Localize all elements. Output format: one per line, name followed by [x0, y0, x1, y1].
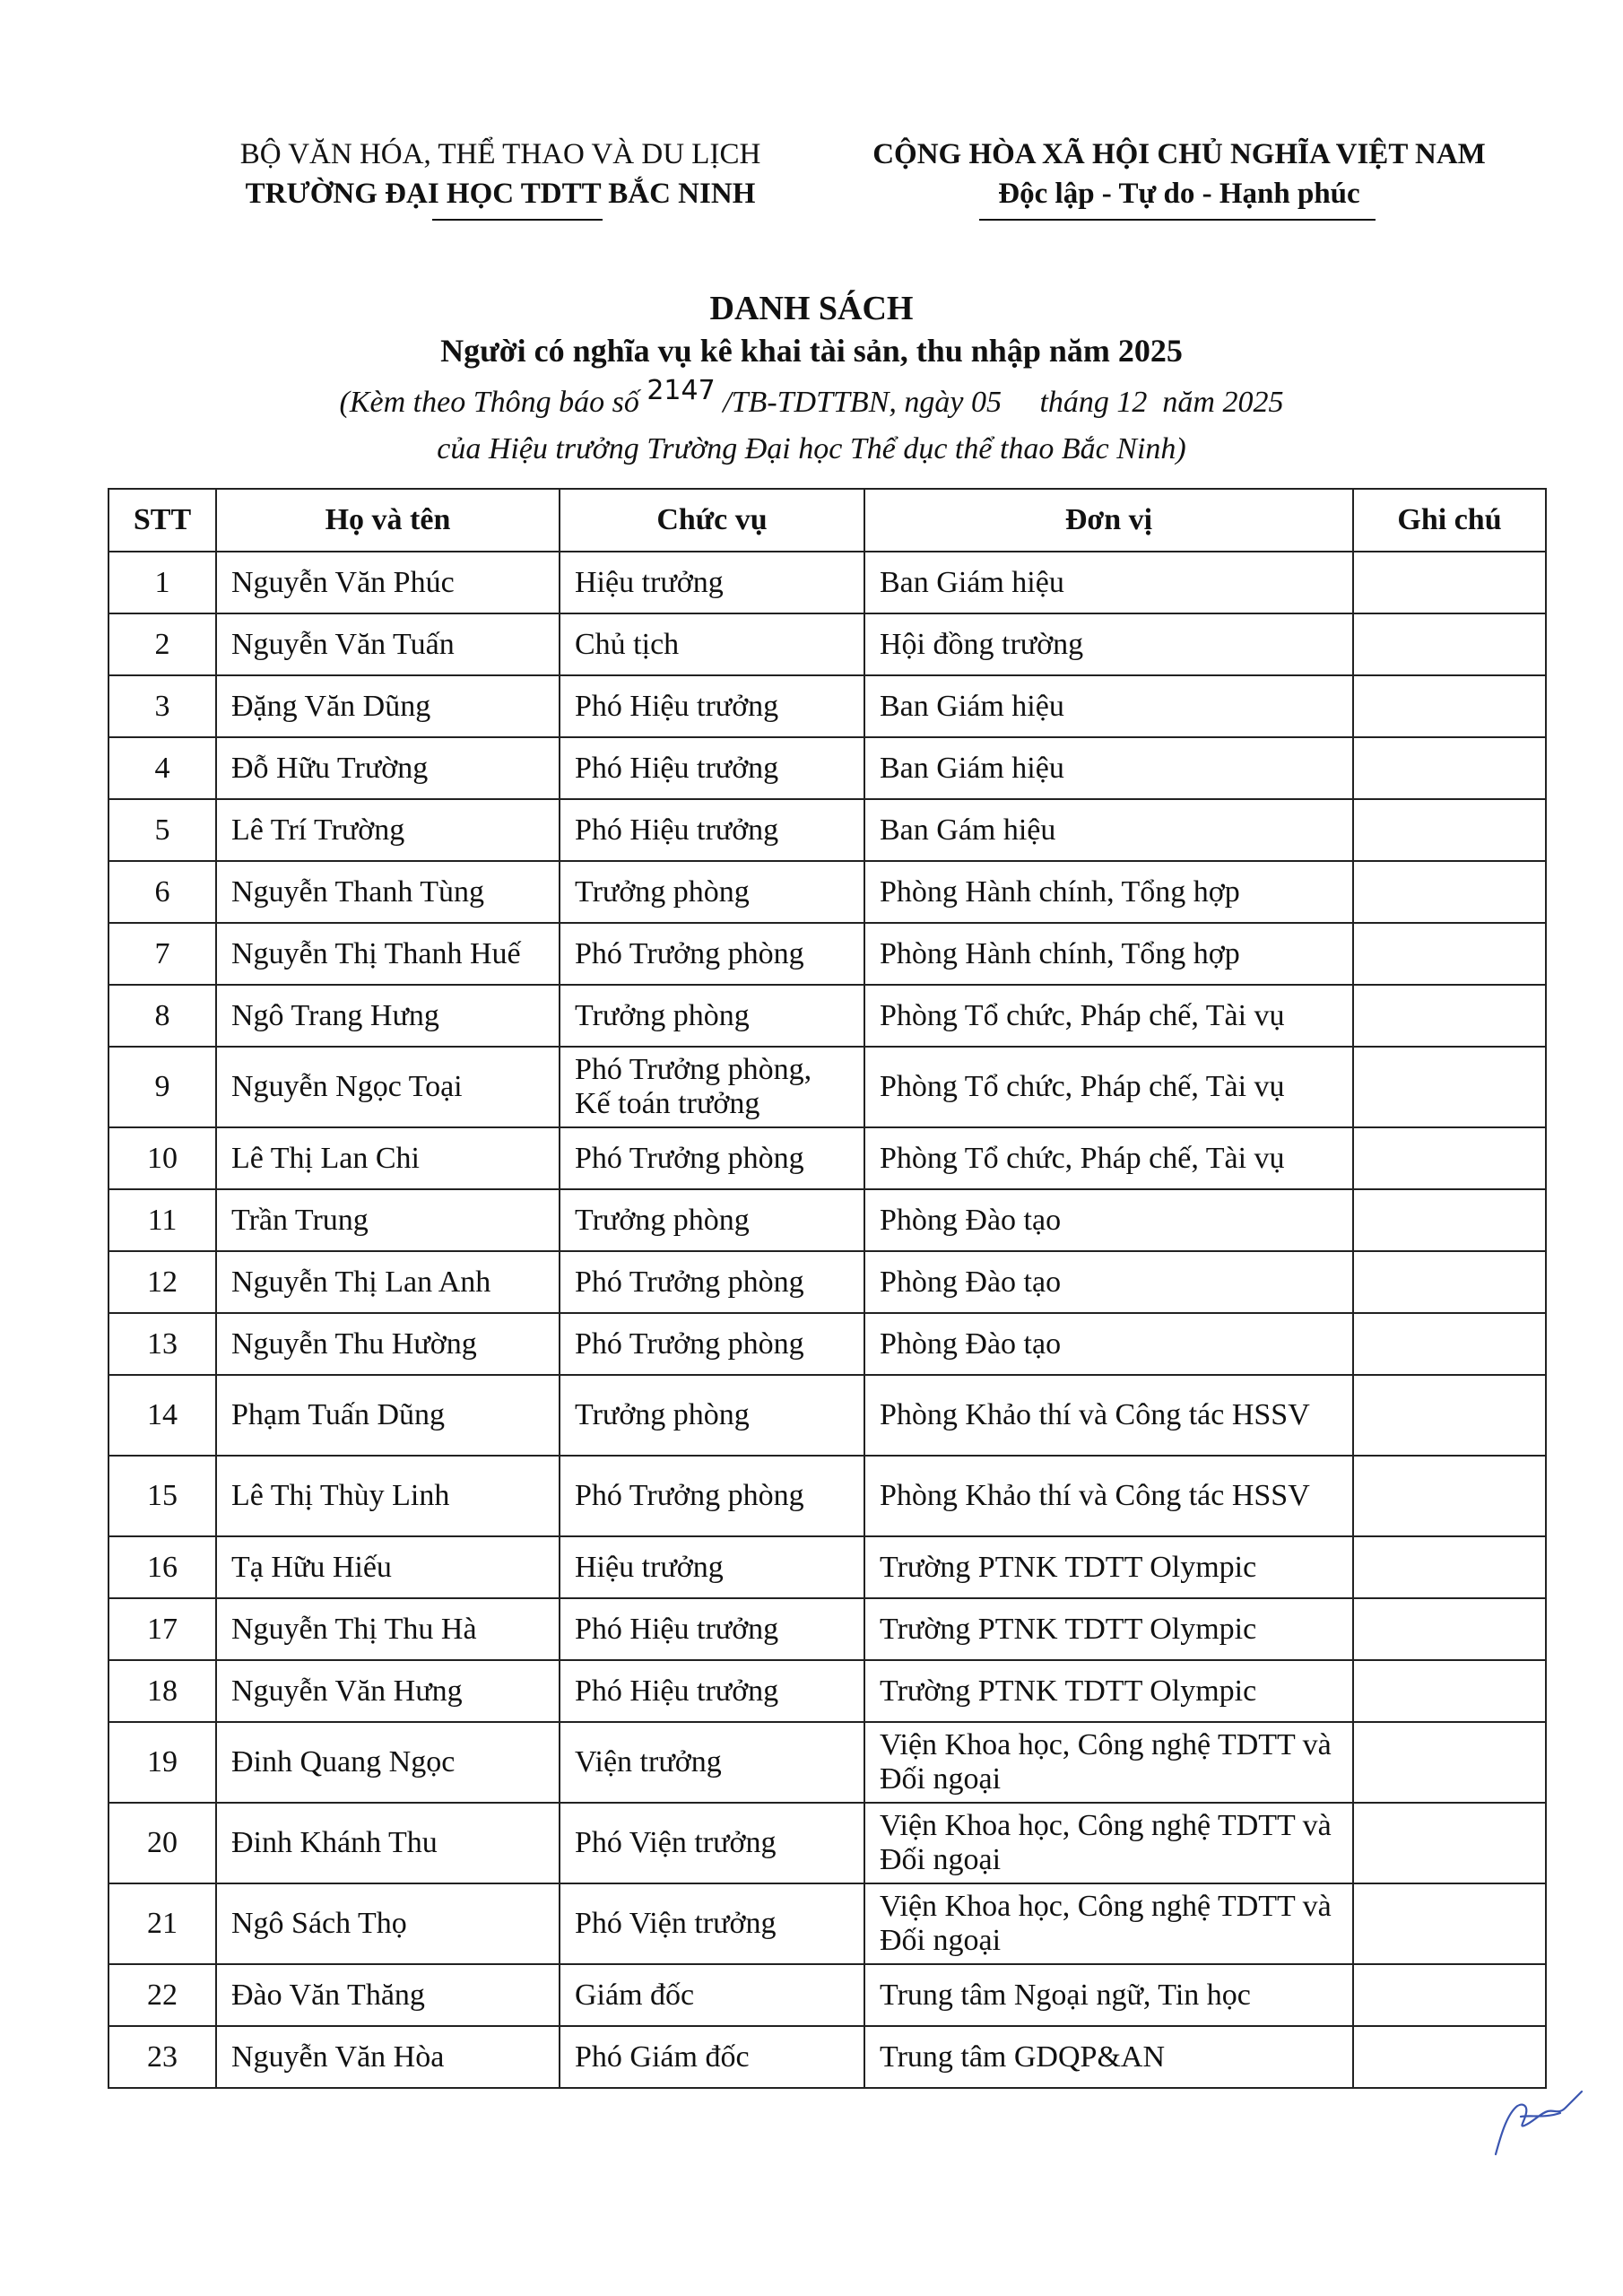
school-underline — [432, 219, 603, 221]
table-row — [108, 1883, 1546, 1964]
cell-position: Phó Hiệu trưởng — [560, 1660, 864, 1722]
cell-unit: Phòng Tổ chức, Pháp chế, Tài vụ — [864, 1047, 1353, 1127]
cell-stt: 5 — [108, 799, 216, 861]
cell-unit: Viện Khoa học, Công nghệ TDTT và Đối ngoại — [864, 1722, 1353, 1803]
cell-name: Nguyễn Thu Hường — [216, 1313, 560, 1375]
cell-position: Phó Hiệu trưởng — [560, 675, 864, 737]
header-note: Ghi chú — [1353, 489, 1546, 552]
cell-name: Đào Văn Thăng — [216, 1964, 560, 2026]
cell-unit: Phòng Tổ chức, Pháp chế, Tài vụ — [864, 1127, 1353, 1189]
cell-unit: Hội đồng trường — [864, 613, 1353, 675]
cell-note — [1353, 1189, 1546, 1251]
cell-stt: 9 — [108, 1047, 216, 1127]
cell-position: Trưởng phòng — [560, 1375, 864, 1456]
cell-stt: 20 — [108, 1803, 216, 1883]
cell-position: Phó Hiệu trưởng — [560, 737, 864, 799]
cell-position: Giám đốc — [560, 1964, 864, 2026]
cell-position: Phó Trưởng phòng — [560, 1127, 864, 1189]
cell-position: Trưởng phòng — [560, 1189, 864, 1251]
cell-position: Viện trưởng — [560, 1722, 864, 1803]
ministry-name: BỘ VĂN HÓA, THỂ THAO VÀ DU LỊCH — [239, 138, 761, 170]
cell-stt: 14 — [108, 1375, 216, 1456]
cell-stt: 7 — [108, 923, 216, 985]
table-row — [108, 552, 1546, 613]
issuer-line: của Hiệu trưởng Trường Đại học Thể dục thể thao Bắc Ninh) — [437, 432, 1186, 465]
cell-stt: 3 — [108, 675, 216, 737]
cell-note — [1353, 1047, 1546, 1127]
cell-unit: Trường PTNK TDTT Olympic — [864, 1536, 1353, 1598]
cell-name: Lê Thị Thùy Linh — [216, 1456, 560, 1536]
personnel-table — [108, 488, 1547, 2089]
cell-note — [1353, 1598, 1546, 1660]
cell-note — [1353, 1883, 1546, 1964]
document-subtitle: Người có nghĩa vụ kê khai tài sản, thu nhập năm 2025 — [440, 333, 1183, 369]
cell-name: Nguyễn Thị Thu Hà — [216, 1598, 560, 1660]
cell-name: Phạm Tuấn Dũng — [216, 1375, 560, 1456]
cell-name: Nguyễn Ngọc Toại — [216, 1047, 560, 1127]
cell-stt: 1 — [108, 552, 216, 613]
cell-name: Lê Trí Trường — [216, 799, 560, 861]
cell-position: Phó Trưởng phòng — [560, 1313, 864, 1375]
cell-position: Phó Hiệu trưởng — [560, 1598, 864, 1660]
table-row — [108, 1598, 1546, 1660]
cell-name: Trần Trung — [216, 1189, 560, 1251]
cell-position: Phó Giám đốc — [560, 2026, 864, 2088]
table-row — [108, 1536, 1546, 1598]
table-row — [108, 737, 1546, 799]
table-row — [108, 613, 1546, 675]
cell-note — [1353, 1251, 1546, 1313]
cell-name: Đỗ Hữu Trường — [216, 737, 560, 799]
cell-note — [1353, 2026, 1546, 2088]
table-row — [108, 1660, 1546, 1722]
table-row — [108, 2026, 1546, 2088]
cell-position: Hiệu trưởng — [560, 1536, 864, 1598]
cell-unit: Ban Gám hiệu — [864, 799, 1353, 861]
cell-note — [1353, 1375, 1546, 1456]
cell-name: Nguyễn Thị Thanh Huế — [216, 923, 560, 985]
cell-stt: 21 — [108, 1883, 216, 1964]
cell-position: Hiệu trưởng — [560, 552, 864, 613]
cell-unit: Trường PTNK TDTT Olympic — [864, 1598, 1353, 1660]
table-row — [108, 799, 1546, 861]
header-stt: STT — [108, 489, 216, 552]
cell-unit: Phòng Tổ chức, Pháp chế, Tài vụ — [864, 985, 1353, 1047]
country-name: CỘNG HÒA XÃ HỘI CHỦ NGHĨA VIỆT NAM — [872, 138, 1486, 170]
cell-stt: 2 — [108, 613, 216, 675]
attachment-prefix: (Kèm theo Thông báo số — [339, 386, 647, 419]
table-row — [108, 1047, 1546, 1127]
cell-unit: Phòng Khảo thí và Công tác HSSV — [864, 1456, 1353, 1536]
motto: Độc lập - Tự do - Hạnh phúc — [998, 178, 1360, 210]
cell-note — [1353, 1660, 1546, 1722]
cell-note — [1353, 799, 1546, 861]
header-name: Họ và tên — [216, 489, 560, 552]
cell-name: Nguyễn Văn Phúc — [216, 552, 560, 613]
cell-name: Nguyễn Văn Tuấn — [216, 613, 560, 675]
cell-position: Phó Hiệu trưởng — [560, 799, 864, 861]
cell-note — [1353, 737, 1546, 799]
cell-position: Chủ tịch — [560, 613, 864, 675]
cell-name: Tạ Hữu Hiếu — [216, 1536, 560, 1598]
table-row — [108, 1251, 1546, 1313]
cell-unit: Trung tâm Ngoại ngữ, Tin học — [864, 1964, 1353, 2026]
header-unit: Đơn vị — [864, 489, 1353, 552]
notice-number: 2147 — [647, 375, 716, 406]
table-row — [108, 1127, 1546, 1189]
cell-stt: 8 — [108, 985, 216, 1047]
header-left — [204, 135, 796, 213]
cell-name: Nguyễn Thanh Tùng — [216, 861, 560, 923]
table-row — [108, 861, 1546, 923]
cell-unit: Phòng Hành chính, Tổng hợp — [864, 923, 1353, 985]
table-row — [108, 675, 1546, 737]
cell-position: Phó Trưởng phòng — [560, 923, 864, 985]
cell-stt: 17 — [108, 1598, 216, 1660]
cell-unit: Phòng Đào tạo — [864, 1313, 1353, 1375]
cell-position: Phó Trưởng phòng, Kế toán trưởng — [560, 1047, 864, 1127]
table-row — [108, 1722, 1546, 1803]
cell-note — [1353, 1964, 1546, 2026]
cell-stt: 18 — [108, 1660, 216, 1722]
cell-note — [1353, 552, 1546, 613]
signature-mark — [1488, 2081, 1587, 2161]
cell-note — [1353, 1536, 1546, 1598]
motto-underline — [979, 219, 1376, 221]
header-right — [825, 135, 1533, 213]
cell-name: Đặng Văn Dũng — [216, 675, 560, 737]
table-row — [108, 1375, 1546, 1456]
cell-note — [1353, 613, 1546, 675]
cell-note — [1353, 985, 1546, 1047]
cell-stt: 10 — [108, 1127, 216, 1189]
cell-stt: 22 — [108, 1964, 216, 2026]
cell-stt: 13 — [108, 1313, 216, 1375]
table-row — [108, 1313, 1546, 1375]
cell-name: Đinh Quang Ngọc — [216, 1722, 560, 1803]
cell-name: Đinh Khánh Thu — [216, 1803, 560, 1883]
cell-note — [1353, 1456, 1546, 1536]
cell-note — [1353, 675, 1546, 737]
document-title: DANH SÁCH — [709, 290, 914, 327]
cell-unit: Ban Giám hiệu — [864, 552, 1353, 613]
cell-position: Phó Viện trưởng — [560, 1803, 864, 1883]
cell-position: Phó Trưởng phòng — [560, 1251, 864, 1313]
cell-stt: 19 — [108, 1722, 216, 1803]
table-row — [108, 923, 1546, 985]
header-position: Chức vụ — [560, 489, 864, 552]
cell-unit: Ban Giám hiệu — [864, 737, 1353, 799]
cell-stt: 12 — [108, 1251, 216, 1313]
cell-stt: 4 — [108, 737, 216, 799]
cell-note — [1353, 1722, 1546, 1803]
cell-stt: 11 — [108, 1189, 216, 1251]
cell-unit: Phòng Hành chính, Tổng hợp — [864, 861, 1353, 923]
cell-note — [1353, 1127, 1546, 1189]
school-name: TRƯỜNG ĐẠI HỌC TDTT BẮC NINH — [245, 178, 756, 210]
attachment-suffix: /TB-TDTTBN, ngày 05 tháng 12 năm 2025 — [715, 386, 1284, 419]
cell-position: Phó Viện trưởng — [560, 1883, 864, 1964]
cell-name: Nguyễn Văn Hưng — [216, 1660, 560, 1722]
cell-unit: Ban Giám hiệu — [864, 675, 1353, 737]
cell-note — [1353, 923, 1546, 985]
cell-unit: Phòng Khảo thí và Công tác HSSV — [864, 1375, 1353, 1456]
cell-unit: Phòng Đào tạo — [864, 1251, 1353, 1313]
cell-position: Trưởng phòng — [560, 861, 864, 923]
cell-unit: Phòng Đào tạo — [864, 1189, 1353, 1251]
table-header-row — [108, 489, 1546, 552]
cell-note — [1353, 861, 1546, 923]
table-row — [108, 1456, 1546, 1536]
cell-name: Ngô Trang Hưng — [216, 985, 560, 1047]
cell-name: Lê Thị Lan Chi — [216, 1127, 560, 1189]
cell-name: Nguyễn Văn Hòa — [216, 2026, 560, 2088]
attachment-line — [0, 375, 1623, 420]
cell-unit: Viện Khoa học, Công nghệ TDTT và Đối ngoại — [864, 1883, 1353, 1964]
cell-name: Ngô Sách Thọ — [216, 1883, 560, 1964]
cell-stt: 15 — [108, 1456, 216, 1536]
table-row — [108, 1964, 1546, 2026]
cell-unit: Viện Khoa học, Công nghệ TDTT và Đối ngoại — [864, 1803, 1353, 1883]
table-row — [108, 985, 1546, 1047]
cell-note — [1353, 1803, 1546, 1883]
cell-unit: Trường PTNK TDTT Olympic — [864, 1660, 1353, 1722]
cell-name: Nguyễn Thị Lan Anh — [216, 1251, 560, 1313]
cell-note — [1353, 1313, 1546, 1375]
cell-position: Trưởng phòng — [560, 985, 864, 1047]
cell-stt: 6 — [108, 861, 216, 923]
table-row — [108, 1803, 1546, 1883]
table-row — [108, 1189, 1546, 1251]
cell-position: Phó Trưởng phòng — [560, 1456, 864, 1536]
cell-stt: 23 — [108, 2026, 216, 2088]
cell-unit: Trung tâm GDQP&AN — [864, 2026, 1353, 2088]
cell-stt: 16 — [108, 1536, 216, 1598]
